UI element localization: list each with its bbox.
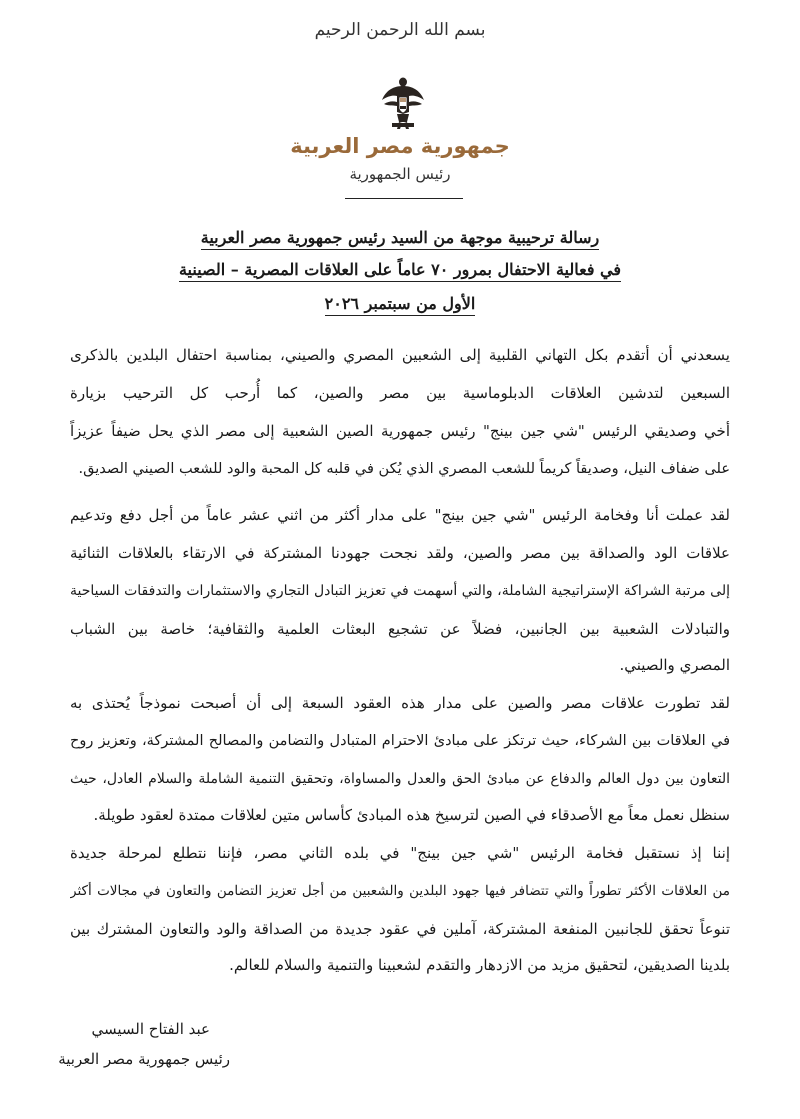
body-line: علاقات الود والصداقة بين مصر والصين، ولقد نجحت جهودنا المشتركة في الارتقاء بالعلاقات الثنائية	[70, 544, 730, 562]
body-line: بلدينا الصديقين، لتحقيق مزيد من الازدهار والتقدم لشعبينا والتنمية والسلام للعالم.	[229, 956, 730, 974]
signature-title: رئيس جمهورية مصر العربية	[58, 1050, 230, 1068]
body-line: في العلاقات بين الشركاء، حيث ترتكز على مبادئ الاحترام المتبادل والتضامن والمصالح المشتركة، وتعزيز روح	[70, 733, 730, 749]
subject-line-1: رسالة ترحيبية موجهة من السيد رئيس جمهورية مصر العربية	[150, 228, 650, 247]
body-line: على ضفاف النيل، وصديقاً كريماً للشعب المصري الذي يُكن في قلبه كل المحبة والود للشعب الصيني الصديق.	[78, 461, 730, 477]
body-line: من العلاقات الأكثر تطوراً والتي تتضافر فيها جهود البلدين والشعبين من أجل تعزيز التضامن والتعاون في مجالات أكثر	[70, 883, 730, 899]
subject-line-2: في فعالية الاحتفال بمرور ٧٠ عاماً على العلاقات المصرية – الصينية	[150, 260, 650, 279]
body-line: سنظل نعمل معاً مع الأصدقاء في الصين لترسيخ هذه المبادئ كأساس متين لعلاقات ممتدة لعقود طويلة.	[93, 806, 730, 824]
header-divider	[345, 198, 463, 199]
body-line: لقد تطورت علاقات مصر والصين على مدار هذه العقود السبعة إلى أن أصبحت نموذجاً يُحتذى به	[70, 694, 730, 712]
office-title: رئيس الجمهورية	[349, 165, 451, 183]
body-line: أخي وصديقي الرئيس "شي جين بينج" رئيس جمهورية الصين الشعبية إلى مصر الذي يحل ضيفاً عزيزاً	[70, 422, 730, 440]
body-line: المصري والصيني.	[619, 656, 730, 674]
body-line: السبعين لتدشين العلاقات الدبلوماسية بين مصر والصين، كما أُرحب كل الترحيب بزيارة	[70, 384, 730, 402]
basmala: بسم الله الرحمن الرحيم	[314, 20, 486, 40]
republic-name: جمهورية مصر العربية	[290, 134, 510, 158]
eagle-of-saladin-icon	[380, 76, 426, 132]
body-line: التعاون بين دول العالم والدفاع عن مبادئ الحق والعدل والمساواة، وتحقيق التنمية الشاملة والسلام العادل، حيث	[70, 771, 730, 787]
body-line: تنوعاً تحقق للجانبين المنفعة المشتركة، آملين في عقود جديدة من الصداقة والود والتعاون المشترك بين	[70, 920, 730, 938]
body-line: إننا إذ نستقبل فخامة الرئيس "شي جين بينج" في بلده الثاني مصر، فإننا نتطلع لمرحلة جديدة	[70, 844, 730, 862]
body-line: يسعدني أن أتقدم بكل التهاني القلبية إلى الشعبين المصري والصيني، بمناسبة احتفال البلدين بالذكرى	[70, 346, 730, 364]
body-line: لقد عملت أنا وفخامة الرئيس "شي جين بينج" على مدار أكثر من اثني عشر عاماً من أجل دفع وتدعيم	[70, 506, 730, 524]
body-line: والتبادلات الشعبية بين الجانبين، فضلاً عن تشجيع البعثات العلمية والثقافية؛ خاصة بين الشباب	[70, 620, 730, 638]
body-line: إلى مرتبة الشراكة الإستراتيجية الشاملة، والتي أسهمت في تعزيز التبادل التجاري والاستثمارات والتدفقات السياحية	[70, 583, 730, 599]
signature-name: عبد الفتاح السيسي	[91, 1020, 210, 1038]
subject-date: الأول من سبتمبر ٢٠٢٦	[150, 294, 650, 313]
